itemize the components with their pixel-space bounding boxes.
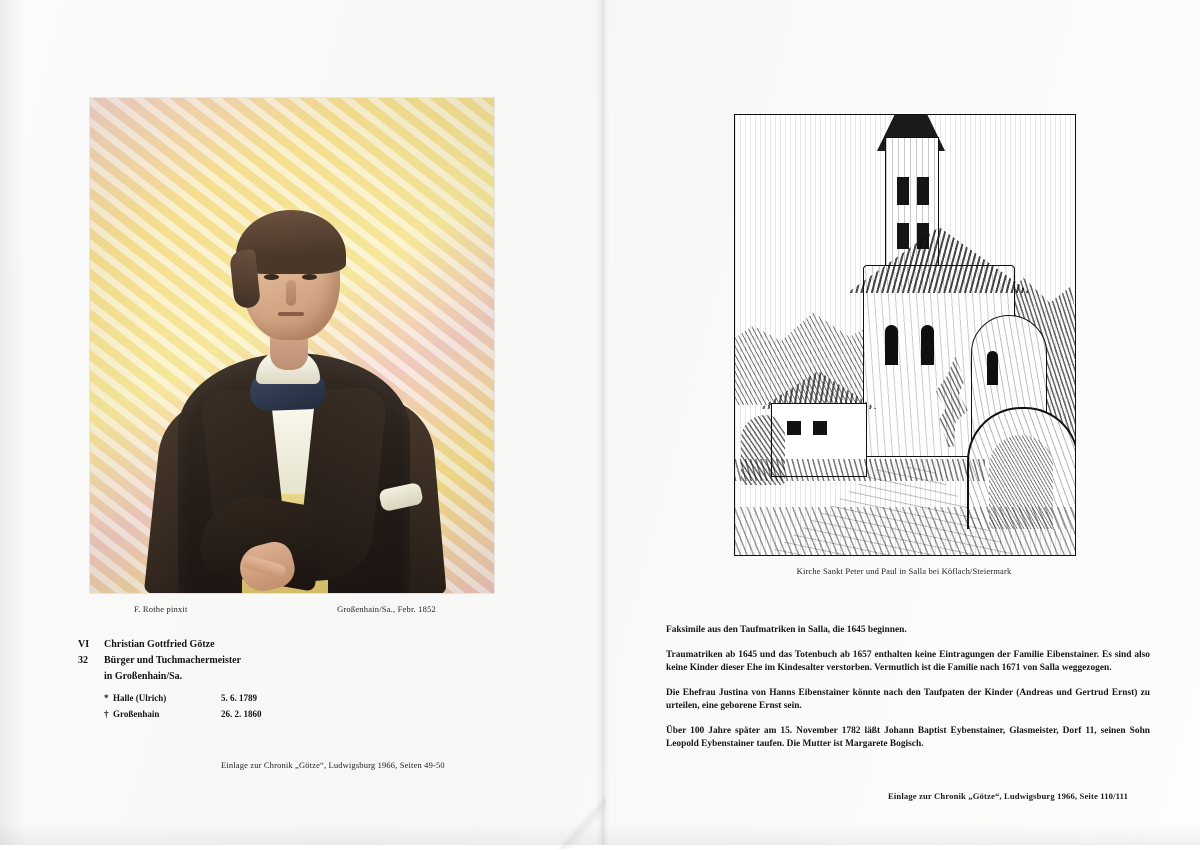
portrait-lithograph: [90, 98, 494, 593]
entry-spacer: [78, 669, 104, 685]
entry-name: Christian Gottfried Götze: [104, 639, 215, 650]
entry-occupation-line: [78, 653, 458, 669]
portrait-place-date: Großenhain/Sa., Febr. 1852: [337, 604, 436, 614]
paragraph: Traumatriken ab 1645 und das Totenbuch ab 1657 enthalten keine Eintragungen der Familie Eibenstainer. Es sind also keine Kinder dieser Ehe im Kindesalter verstorben. Vermutlich ist die Familie nach 1671 von Salla weggezogen.: [666, 649, 1150, 673]
death-place: Großenhain: [113, 709, 160, 719]
entry-generation: VI: [78, 639, 90, 650]
page-spine: [596, 0, 610, 845]
entry-birth: [104, 690, 458, 706]
scan-shadow-left: [0, 0, 26, 845]
engraving-wall: [735, 459, 985, 481]
birth-place: Halle (Ulrich): [113, 693, 167, 703]
engraving-caption: Kirche Sankt Peter und Paul in Salla bei Köflach/Steiermark: [796, 566, 1012, 576]
paragraph: Faksimile aus den Taufmatriken in Salla, die 1645 beginnen.: [666, 625, 907, 635]
death-symbol: †: [104, 709, 109, 719]
entry-occupation: Bürger und Tuchmachermeister: [104, 655, 242, 666]
paragraph: Die Ehefrau Justina von Hanns Eibenstainer könnte nach den Taufpaten der Kinder (Andreas und Gertrud Ernst) zu urteilen, eine geborene Ernst sein.: [666, 687, 1150, 711]
engraving-belfry-opening: [897, 223, 909, 249]
entry-place-line: [78, 669, 458, 685]
engraving-belfry-opening: [917, 177, 929, 205]
engraving-window: [987, 351, 998, 385]
engraving-window: [885, 325, 898, 365]
left-page: [0, 0, 596, 845]
engraving-foreground: [735, 507, 1075, 556]
entry-death: [104, 706, 458, 722]
entry-person-number: 32: [78, 655, 88, 666]
engraving-house-window: [787, 421, 801, 435]
portrait-artist-credit: F. Rothe pinxit: [134, 604, 188, 614]
church-engraving: [734, 114, 1076, 556]
engraving-house-window: [813, 421, 827, 435]
engraving-window: [921, 325, 934, 365]
genealogy-entry: [78, 637, 458, 722]
left-source-note: Einlage zur Chronik „Götze“, Ludwigsburg 1966, Seiten 49-50: [221, 760, 445, 770]
entry-dates: [78, 690, 458, 722]
birth-date: 5. 6. 1789: [221, 693, 257, 703]
right-page: [610, 0, 1200, 845]
right-source-note: Einlage zur Chronik „Götze“, Ludwigsburg 1966, Seite 110/111: [888, 791, 1129, 801]
death-date: 26. 2. 1860: [221, 709, 262, 719]
engraving-belfry-opening: [897, 177, 909, 205]
entry-place: in Großenhain/Sa.: [104, 671, 183, 682]
right-body-text: [666, 624, 1150, 763]
portrait-caption-row: [90, 604, 494, 614]
paragraph: Über 100 Jahre später am 15. November 1782 läßt Johann Baptist Eybenstainer, Glasmeister, Dorf 11, seinen Sohn Leopold Eybenstainer taufen. Die Mutter ist Margarete Bogisch.: [666, 725, 1150, 749]
birth-symbol: *: [104, 693, 109, 703]
scan-shadow-bottom: [0, 823, 1200, 845]
entry-name-line: [78, 637, 458, 653]
portrait-vignette: [90, 98, 494, 593]
